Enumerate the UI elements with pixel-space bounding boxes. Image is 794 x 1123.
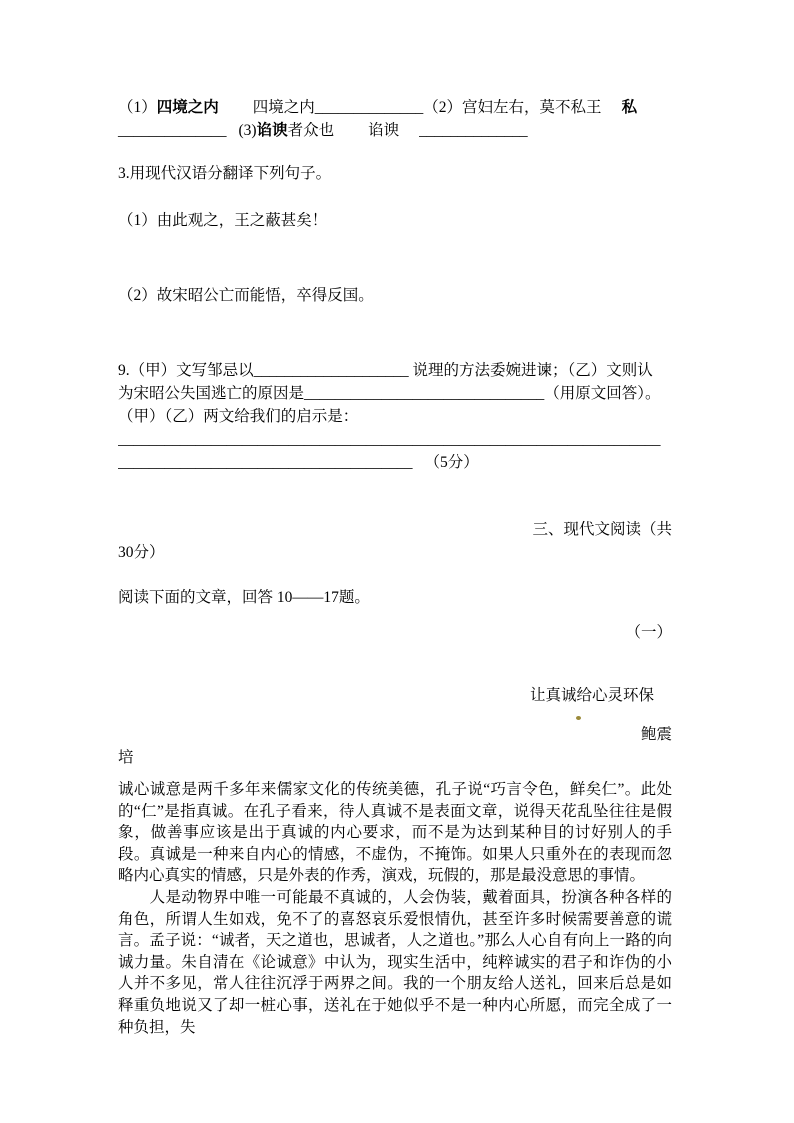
item2-answer-blank: ______________ [118, 122, 227, 139]
question-9-block [118, 359, 672, 474]
q9-text-3: 为宋昭公失国逃亡的原因是 [118, 385, 305, 402]
fill-in-line-2 [118, 119, 672, 142]
q9-text-1: 9.（甲）文写邹忌以 [118, 362, 254, 379]
item3-term: 谄谀 [256, 122, 288, 139]
item3-answer-blank: ______________ [419, 122, 528, 139]
question-9-line-1 [118, 359, 672, 382]
q9-text-4: （用原文回答）。 [544, 385, 661, 402]
item1-answer-blank: ______________ [314, 99, 424, 116]
item3-term-repeat: 谄谀 [368, 122, 400, 139]
essay-title: 让真诚给心灵环保 [529, 687, 654, 704]
q9-answer-blank-4: ______________________________________ [118, 454, 413, 471]
section-3-heading-line-1: 三、现代文阅读（共 [532, 521, 672, 538]
fill-in-line-1 [118, 96, 672, 119]
reading-instruction: 阅读下面的文章，回答 10——17题。 [118, 589, 370, 606]
smudge-artifact [576, 716, 581, 720]
q9-answer-blank-1: ____________________ [253, 362, 409, 379]
item1-term-repeat: 四境之内 [252, 99, 315, 116]
author-name-line-1: 鲍震 [640, 726, 672, 743]
item2-text: （2）宫妇左右，莫不私王 [423, 99, 602, 116]
item2-term: 私 [621, 99, 638, 116]
q9-answer-line-1: ______________________________________________________________________ [118, 431, 661, 448]
item3-number: (3) [238, 122, 257, 139]
section-3-heading-line-2: 30分） [118, 544, 165, 561]
q9-text-2: 说理的方法委婉进谏；（乙）文则认 [408, 362, 653, 379]
q9-score-label: （5分） [424, 454, 479, 471]
question-3-sentence-1: （1）由此观之，王之蔽甚矣！ [118, 212, 328, 229]
question-3-sentence-2: （2）故宋昭公亡而能悟，卒得反国。 [118, 287, 374, 304]
question-9-line-3: （甲）（乙）两文给我们的启示是： [118, 408, 359, 425]
q9-answer-blank-2: _______________________________ [304, 385, 545, 402]
question-3-heading: 3.用现代汉语分翻译下列句子。 [118, 165, 332, 182]
essay-paragraph-1: 诚心诚意是两千多年来儒家文化的传统美德，孔子说“巧言令色，鲜矣仁”。此处的“仁”是指真诚。在孔子看来，待人真诚不是表面文章，说得天花乱坠往往是假象，做善事应该是出于真诚的内心要求，而不是为达到某种目的讨好别人的手段。真诚是一种来自内心的情感，不虚伪，不掩饰。如果人只重外在的表现而忽略内心真实的情感，只是外表的作秀，演戏，玩假的，那是最没意思的事情。 [118, 781, 672, 885]
question-9-line-2 [118, 382, 672, 405]
item1-term: 四境之内 [156, 99, 219, 116]
author-name-line-2: 培 [118, 749, 134, 766]
part-one-label: （一） [625, 624, 672, 641]
item3-rest: 者众也 [287, 122, 335, 139]
item1-number: （1） [118, 99, 157, 116]
essay-paragraph-2: 人是动物界中唯一可能最不真诚的，人会伪装，戴着面具，扮演各种各样的角色，所谓人生如戏，免不了的喜怒哀乐爱恨情仇，甚至许多时候需要善意的谎言。孟子说：“诚者，天之道也，思诚者，人之道也。”那么人心自有向上一路的向诚力量。朱自清在《论诚意》中认为，现实生活中，纯粹诚实的君子和诈伪的小人并不多见，常人往往沉浮于两界之间。我的一个朋友给人送礼，回来后总是如释重负地说又了却一桩心事，送礼在于她似乎不是一种内心所愿，而完全成了一种负担，失 [118, 888, 672, 1036]
q9-answer-line-2 [118, 451, 672, 474]
